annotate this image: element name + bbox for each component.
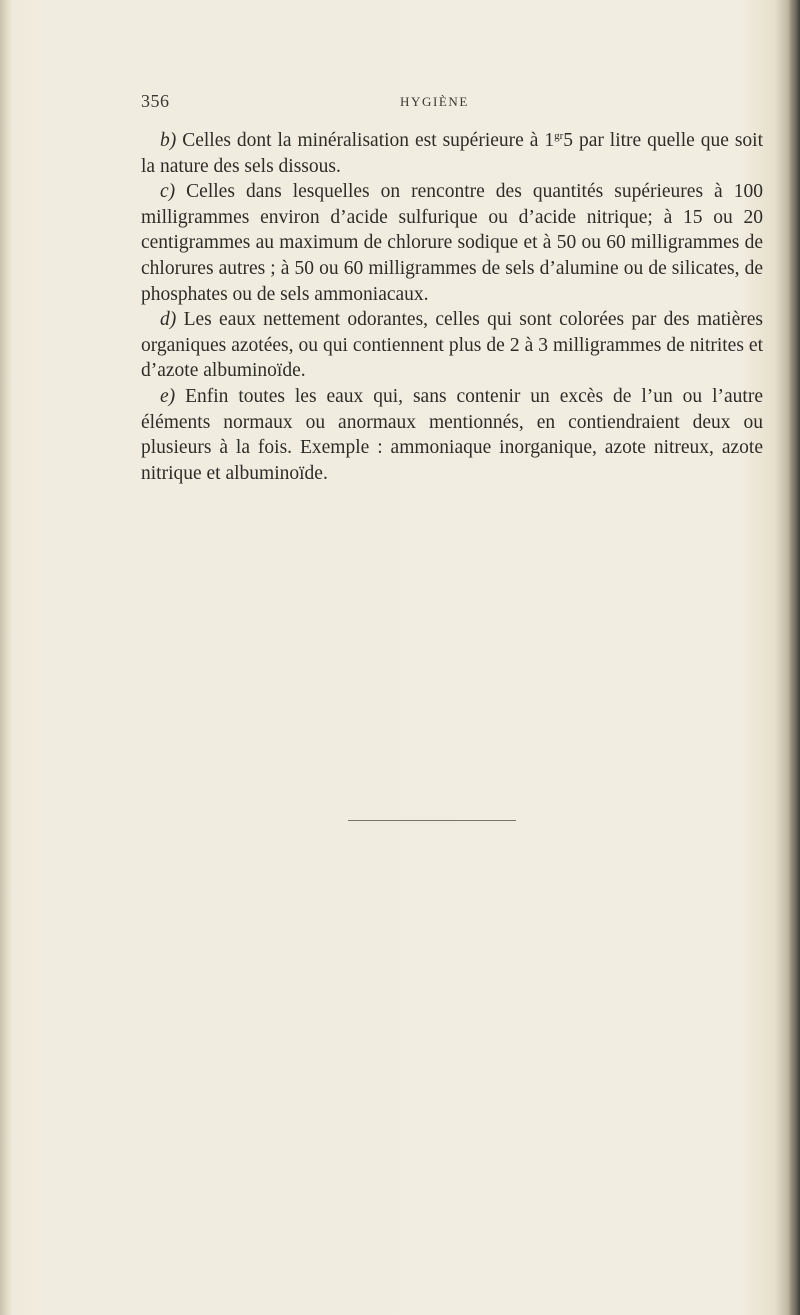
running-title: HYGIÈNE [400, 94, 469, 109]
paragraph-text: 5 par litre quelle que soit la nature des sels dissous. [141, 130, 763, 177]
paragraph-text: Celles dont la minéralisation est supérieure à 1 [176, 130, 555, 151]
paragraph-text: Les eaux nettement odorantes, celles qui sont colorées par des matières organiques azotées, ou qui contiennent plus de 2 à 3 milligrammes de nitrites et d’azote albuminoïde. [141, 309, 763, 382]
paragraph-text: Enfin toutes les eaux qui, sans contenir un excès de l’un ou l’autre éléments normaux ou anormaux mentionnés, en contiendraient deux ou plusieurs à la fois. Exemple : ammoniaque inorganique, azote nitreux, azote nitrique et albuminoïde. [141, 385, 763, 484]
item-letter: e) [160, 385, 176, 407]
paragraph-text: Celles dans lesquelles on rencontre des quantités supérieures à 100 milligrammes environ d’acide sulfurique ou d’acide nitrique; à 15 ou 20 centigrammes au maximum de chlorure sodique et à 50 ou 60 milligrammes de chlorures autres ; à 50 ou 60 milligrammes de sels d’alumine ou de silicates, de phosphates ou de sels ammoniacaux. [141, 181, 763, 305]
paragraph-c [141, 179, 763, 307]
section-divider [348, 820, 516, 821]
page-number: 356 [141, 91, 170, 111]
paragraph-b [141, 128, 763, 179]
unit-superscript: gr [554, 130, 564, 142]
item-letter: c) [160, 181, 176, 203]
item-letter: b) [160, 130, 177, 151]
page-left-shadow [0, 0, 12, 1315]
item-letter: d) [160, 309, 177, 331]
paragraph-d [141, 307, 763, 384]
page-gutter-shadow [788, 0, 800, 1315]
body-text [141, 128, 763, 486]
paragraph-e [141, 384, 763, 486]
running-head [141, 91, 761, 113]
